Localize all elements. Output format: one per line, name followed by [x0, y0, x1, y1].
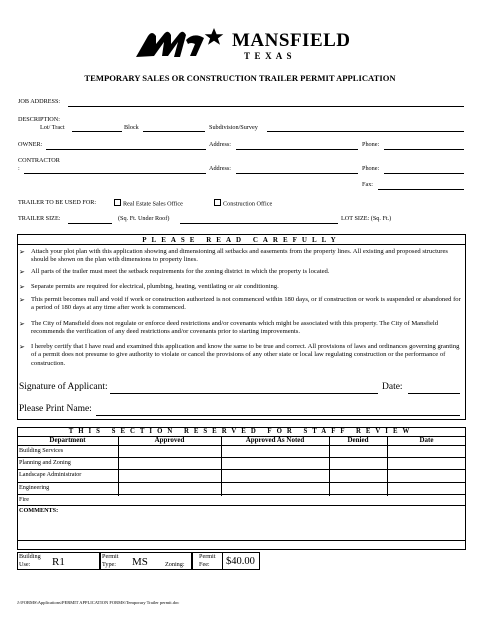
brand-state: T E X A S [244, 51, 293, 61]
dept-row: Planning and Zoning [19, 459, 71, 466]
permit-type-value: MS [132, 556, 148, 568]
real-estate-option[interactable] [114, 199, 183, 208]
notice-item: All parts of the trailer must meet the setback requirements for the zoning district in which the property is located. [31, 268, 330, 275]
contractor-phone-field[interactable] [384, 173, 464, 174]
dept-row: Fire [19, 496, 29, 503]
description-label: DESCRIPTION: [18, 116, 60, 123]
job-address-label: JOB ADDRESS: [18, 98, 61, 105]
contractor-address-field[interactable] [236, 173, 358, 174]
mansfield-logo-mark [134, 26, 230, 60]
bullet-icon: ➢ [19, 320, 25, 328]
file-path-footer: J:\FORMS\Applications\PERMIT APPLICATION FORMS\Temporary Trailer permit.doc [17, 600, 180, 605]
bullet-icon: ➢ [19, 283, 25, 291]
print-name-label: Please Print Name: [19, 404, 92, 414]
contractor-label: CONTRACTOR [18, 157, 60, 164]
notice-item: I hereby certify that I have read and examined this application and know the same to be true and correct. All provisions of laws and ordinances governing granting of a permit does not presume to give authority to violate or cancel the provisions of any other state or local law regulating construction or the performance of construction. [31, 343, 460, 367]
trailer-size-extra-field[interactable] [180, 223, 338, 224]
signature-label: Signature of Applicant: [19, 382, 108, 392]
bullet-icon: ➢ [19, 248, 25, 256]
construction-checkbox[interactable] [214, 199, 221, 206]
notice-item: This permit becomes null and void if work or construction authorized is not commenced within 180 days, or if construction or work is suspended or abandoned for a period of 180 days at any time after work is commenced. [31, 296, 461, 312]
subdivision-field[interactable] [267, 131, 464, 132]
bullet-icon: ➢ [19, 343, 25, 351]
owner-label: OWNER: [18, 141, 43, 148]
job-address-field[interactable] [68, 106, 464, 107]
contractor-colon: : [18, 165, 20, 172]
print-name-field[interactable] [96, 415, 460, 416]
permit-type-label: Permit Type: [102, 553, 119, 568]
construction-option[interactable] [214, 199, 272, 208]
trailer-size-label: TRAILER SIZE: [18, 215, 61, 222]
permit-fee-value: $40.00 [226, 556, 255, 567]
comments-label: COMMENTS: [19, 507, 59, 514]
construction-label: Construction Office [223, 200, 273, 208]
permit-fee-label: Permit Fee: [199, 553, 216, 568]
form-title: TEMPORARY SALES OR CONSTRUCTION TRAILER PERMIT APPLICATION [84, 73, 396, 83]
contractor-fax-field[interactable] [378, 189, 464, 190]
contractor-address-label: Address: [209, 165, 231, 172]
lot-tract-field[interactable] [72, 131, 122, 132]
lot-tract-label: Lot/ Tract [40, 124, 65, 131]
owner-phone-label: Phone: [362, 141, 380, 148]
dept-row: Engineering [19, 484, 50, 491]
staff-review-heading: THIS SECTION RESERVED FOR STAFF REVIEW [68, 428, 415, 435]
building-use-label: Building Use: [19, 553, 41, 568]
date-field[interactable] [408, 393, 460, 394]
bullet-icon: ➢ [19, 296, 25, 304]
block-label: Block [124, 124, 139, 131]
dept-row: Building Services [19, 447, 64, 454]
contractor-fax-label: Fax: [362, 181, 374, 188]
owner-field[interactable] [46, 149, 206, 150]
notice-item: The City of Mansfield does not regulate or enforce deed restrictions and/or covenants which might be associated with this property. The City of Mansfield recommends the verification of any deed restrictions and/or covenants prior to starting improvements. [31, 320, 439, 336]
owner-address-label: Address: [209, 141, 231, 148]
block-field[interactable] [143, 131, 205, 132]
real-estate-checkbox[interactable] [114, 199, 121, 206]
read-carefully-heading: PLEASE READ CAREFULLY [142, 236, 341, 244]
signature-field[interactable] [110, 393, 378, 394]
real-estate-label: Real Estate Sales Office [123, 200, 183, 208]
notice-item: Separate permits are required for electrical, plumbing, heating, ventilating or air conditioning. [31, 283, 279, 290]
brand-name: MANSFIELD [232, 30, 351, 51]
column-header: Approved [154, 436, 185, 444]
contractor-field[interactable] [24, 173, 206, 174]
notice-item: Attach your plot plan with this application showing and dimensioning all setbacks and easements from the property lines. All existing and proposed structures should be shown on the plan with dimensions to property lines. [31, 248, 448, 264]
dept-row: Landscape Administrator [19, 471, 82, 478]
owner-address-field[interactable] [236, 149, 358, 150]
column-header: Approved As Noted [245, 436, 305, 444]
sq-ft-roof-label: (Sq. Ft. Under Roof) [118, 215, 170, 222]
building-use-value: R1 [52, 556, 65, 568]
lot-size-label: LOT SIZE: (Sq. Ft.) [341, 215, 392, 222]
zoning-label: Zoning: [165, 561, 185, 568]
date-label: Date: [382, 382, 403, 392]
trailer-use-label: TRAILER TO BE USED FOR: [18, 199, 97, 206]
subdivision-label: Subdivision/Survey [209, 124, 258, 131]
column-header: Denied [347, 436, 369, 444]
column-header: Department [49, 436, 86, 444]
bullet-icon: ➢ [19, 268, 25, 276]
contractor-phone-label: Phone: [362, 165, 380, 172]
trailer-size-field[interactable] [68, 223, 112, 224]
owner-phone-field[interactable] [384, 149, 464, 150]
column-header: Date [419, 436, 434, 444]
